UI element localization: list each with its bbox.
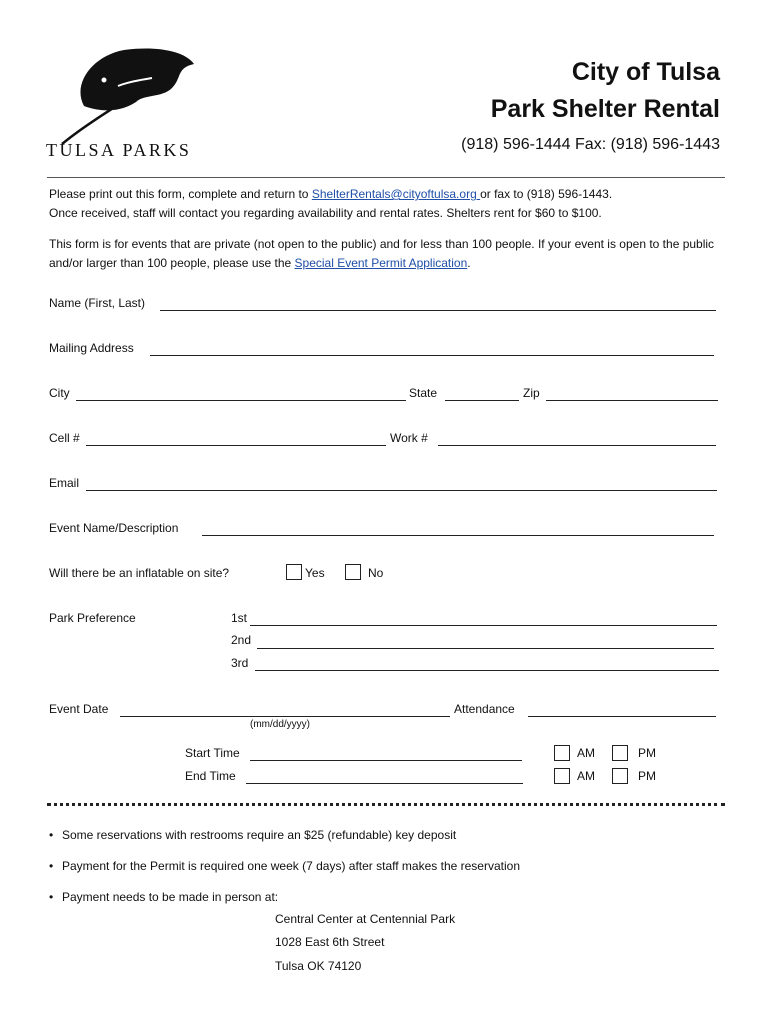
park-preference-label: Park Preference: [49, 611, 136, 625]
start-pm-label: PM: [638, 746, 656, 760]
special-event-link[interactable]: Special Event Permit Application: [294, 256, 468, 270]
note-text: Some reservations with restrooms require an $25 (refundable) key deposit: [62, 828, 457, 842]
no-checkbox[interactable]: [345, 564, 361, 580]
yes-checkbox[interactable]: [286, 564, 302, 580]
end-time-label: End Time: [185, 769, 236, 783]
name-label: Name (First, Last): [49, 296, 146, 310]
state-field[interactable]: [445, 400, 519, 401]
end-am-checkbox[interactable]: [554, 768, 570, 784]
state-label: State: [409, 386, 438, 400]
bullet-icon: •: [49, 890, 54, 904]
attendance-field[interactable]: [528, 716, 716, 717]
end-time-field[interactable]: [246, 783, 523, 784]
note-payment-timing: [49, 859, 520, 873]
yes-label: Yes: [305, 566, 325, 580]
start-time-field[interactable]: [250, 760, 522, 761]
title-form: Park Shelter Rental: [490, 95, 720, 123]
pref-2-label: 2nd: [231, 633, 252, 647]
name-field[interactable]: [160, 310, 716, 311]
pref-1-label: 1st: [231, 611, 248, 625]
pref-2-field[interactable]: [257, 648, 714, 649]
event-name-field[interactable]: [202, 535, 714, 536]
email-link[interactable]: ShelterRentals@cityoftulsa.org: [311, 187, 481, 201]
attendance-label: Attendance: [454, 702, 515, 716]
cell-label: Cell #: [49, 431, 80, 445]
pref-1-field[interactable]: [250, 625, 717, 626]
note-deposit: [49, 828, 456, 842]
email-field[interactable]: [86, 490, 717, 491]
event-date-field[interactable]: [120, 716, 450, 717]
end-pm-checkbox[interactable]: [612, 768, 628, 784]
city-label: City: [49, 386, 70, 400]
note-text: Payment for the Permit is required one week (7 days) after staff makes the reservation: [62, 859, 520, 873]
title-city: City of Tulsa: [571, 58, 720, 86]
bullet-icon: •: [49, 828, 54, 842]
intro-text: Please print out this form, complete and return to: [49, 187, 312, 201]
event-name-label: Event Name/Description: [49, 521, 179, 535]
intro-paragraph-2: [49, 235, 721, 273]
city-field[interactable]: [76, 400, 406, 401]
email-label: Email: [49, 476, 80, 490]
bullet-icon: •: [49, 859, 54, 873]
start-pm-checkbox[interactable]: [612, 745, 628, 761]
address-line-1: Central Center at Centennial Park: [275, 912, 456, 926]
work-field[interactable]: [438, 445, 716, 446]
address-line-3: Tulsa OK 74120: [275, 959, 362, 973]
intro-paragraph-1: [49, 185, 729, 223]
intro-text: This form is for events that are private (not open to the public) and for less than 100 people. If your event is open to the public and/or larger than 100 people, please use the: [49, 237, 715, 270]
logo-wordmark: TULSA PARKS: [46, 140, 192, 160]
work-label: Work #: [390, 431, 428, 445]
pref-3-field[interactable]: [255, 670, 719, 671]
address-line-2: 1028 East 6th Street: [275, 935, 385, 949]
end-am-label: AM: [577, 769, 595, 783]
start-am-label: AM: [577, 746, 595, 760]
dotted-divider: [47, 803, 725, 806]
end-pm-label: PM: [638, 769, 656, 783]
header-divider: [47, 177, 725, 178]
contact-phones: (918) 596-1444 Fax: (918) 596-1443: [461, 136, 720, 153]
inflatable-question: Will there be an inflatable on site?: [49, 566, 230, 580]
note-payment-location: [49, 890, 278, 904]
note-text: Payment needs to be made in person at:: [62, 890, 279, 904]
intro-text: Once received, staff will contact you regarding availability and rental rates. Shelters rent for $60 to $100.: [49, 206, 602, 220]
no-label: No: [368, 566, 384, 580]
start-time-label: Start Time: [185, 746, 240, 760]
address-label: Mailing Address: [49, 341, 134, 355]
event-date-label: Event Date: [49, 702, 109, 716]
intro-text: .: [467, 256, 471, 270]
intro-text: or fax to (918) 596-1443.: [480, 187, 613, 201]
address-field[interactable]: [150, 355, 714, 356]
pref-3-label: 3rd: [231, 656, 249, 670]
date-format-hint: (mm/dd/yyyy): [250, 719, 310, 730]
zip-field[interactable]: [546, 400, 718, 401]
zip-label: Zip: [523, 386, 540, 400]
start-am-checkbox[interactable]: [554, 745, 570, 761]
cell-field[interactable]: [86, 445, 386, 446]
